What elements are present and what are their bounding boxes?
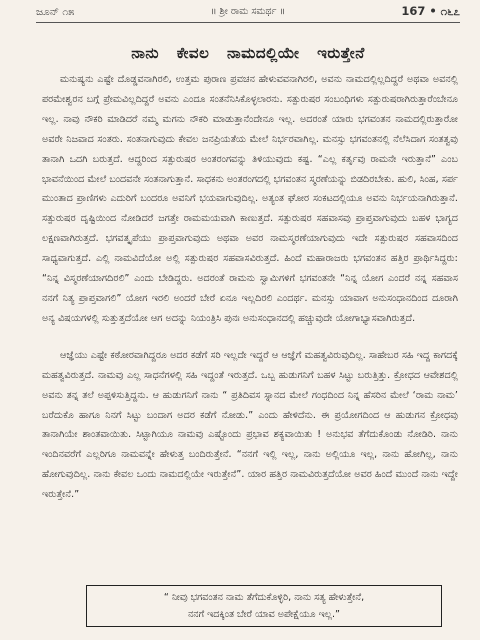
quote-line: “ ನೀವು ಭಗವಂತನ ನಾಮ ತೆಗೆದುಕೊಳ್ಳಿರಿ, ನಾನು ಸತ್ಯ ಹೇಳುತ್ತೇನೆ, bbox=[163, 592, 365, 603]
quote-box bbox=[86, 585, 442, 627]
book-header: ॥ ಶ್ರೀ ರಾಮ ಸಮರ್ಥ ॥ bbox=[210, 6, 286, 17]
date-label: ಜೂನ್ ೧೫ bbox=[36, 6, 75, 18]
header-rule bbox=[36, 22, 460, 23]
page-number: 167 • ೧೬೭ bbox=[401, 4, 460, 18]
paragraph: ಮನುಷ್ಯನು ಎಷ್ಟೇ ದೊಡ್ಡವನಾಗಿರಲಿ, ಉತ್ತಮ ಪುರಾಣ ಪ್ರವಚನ ಹೇಳುವವನಾಗಿರಲಿ, ಅವನು ನಾಮದಲ್ಲಿಲ್ಲದಿದ್ದರೆ ಅಥವಾ ಅವನಲ್ಲಿ ಪರಮೇಶ್ವರನ ಬಗ್ಗೆ ಪ್ರೇಮವಿಲ್ಲದಿದ್ದರೆ ಅವನು ಎಂದೂ ಸಂತನೆನಿಸಿಕೊಳ್ಳಲಾರನು. ಸತ್ಪುರುಷರ ಸಂಬಂಧಿಗಳು ಸತ್ಪುರುಷರಾಗಿರುತ್ತಾರೆಂಬೇನೂ ಇಲ್ಲ. ನಾವು ನೌಕರಿ ಮಾಡಿದರೆ ನಮ್ಮ ಮಗನು ನೌಕರಿ ಮಾಡುತ್ತಾನೆಂದೇನೂ ಇಲ್ಲ. ಅದರಂತೆ ಯಾರು ಭಗವಂತನ ನಾಮದಲ್ಲಿರುತ್ತಾರೋ ಅವರೇ ನಿಜವಾದ ಸಂತರು. ಸಂತನಾಗುವುದು ಕೇವಲ ಜನಪ್ರಿಯತೆಯ ಮೇಲೆ ನಿರ್ಭರವಾಗಿಲ್ಲ. ಮನಸ್ಸು ಭಗವಂತನಲ್ಲಿ ನೆಲೆಸಿದಾಗ ಸಂತತ್ವವು ತಾನಾಗಿ ಒದಗಿ ಬರುತ್ತದೆ. ಆದ್ದರಿಂದ ಸತ್ಪುರುಷರ ಅಂತರಂಗವನ್ನು ತಿಳಿಯುವುದು ಕಷ್ಟ. “ಎಲ್ಲ ಕರ್ತೃವು ರಾಮನೇ ಇರುತ್ತಾನೆ” ಎಂಬ ಭಾವನೆಯಿಂದ ಮೇಲೆ ಬಂದವನೇ ಸಂತನಾಗುತ್ತಾನೆ. ಸಾಧಕನು ಅಂತರಂಗದಲ್ಲಿ ಭಗವಂತನ ಸ್ಮರಣೆಯನ್ನು ಬಿಡದಿರಬೇಕು. ಹುಲಿ, ಸಿಂಹ, ಸರ್ಪ ಮುಂತಾದ ಪ್ರಾಣಿಗಳು ಎದುರಿಗೆ ಬಂದರೂ ಅವನಿಗೆ ಭಯವಾಗುವುದಿಲ್ಲ. ಅತ್ಯಂತ ಘೋರ ಸಂಕಟದಲ್ಲಿಯೂ ಅವನು ನಿರ್ಭಯನಾಗಿರುತ್ತಾನೆ. ಸತ್ಪುರುಷರ ದೃಷ್ಟಿಯಿಂದ ನೋಡಿದರೆ ಜಗತ್ತೇ ರಾಮಮಯವಾಗಿ ಕಾಣುತ್ತದೆ. ಸತ್ಪುರುಷರ ಸಹವಾಸವು ಪ್ರಾಪ್ತವಾಗುವುದು ಬಹಳ ಭಾಗ್ಯದ ಲಕ್ಷಣವಾಗಿರುತ್ತದೆ. ಭಗವತ್ಕೃಪೆಯು ಪ್ರಾಪ್ತವಾಗುವುದು ಅಥವಾ ಅವರ ನಾಮಸ್ಮರಣೆಯಾಗುವುದು ಇದೇ ಸತ್ಪುರುಷರ ಸಹವಾಸದಿಂದ ಸಾಧ್ಯವಾಗುತ್ತದೆ. ಎಲ್ಲಿ ನಾಮವಿದೆಯೋ ಅಲ್ಲಿ ಸತ್ಪುರುಷರ ಸಹವಾಸವಿರುತ್ತದೆ. ಹಿಂದೆ ಮಹಾರಾಜರು ಭಗವಂತನ ಹತ್ತಿರ ಪ್ರಾರ್ಥಿಸಿದ್ದರು: “ನಿನ್ನ ವಿಸ್ಮರಣೆಯಾಗದಿರಲಿ” ಎಂದು ಬೇಡಿದ್ದರು. ಅದರಂತೆ ರಾಮನು ಸ್ವಾಮಿಗಳಿಗೆ ಭಗವಂತನೇ “ನಿನ್ನ ಯೋಗ ಎಂದರೆ ನನ್ನ ಸಹವಾಸ ನನಗೆ ನಿತ್ಯ ಪ್ರಾಪ್ತವಾಗಲಿ” ಯೋಗ ಇರಲಿ ಅಂದರೆ ಬೇರೆ ಏನೂ ಇಲ್ಲದಿರಲಿ ಎಂದರ್ಥ. ಮನಸ್ಸು ಯಾವಾಗ ಅನುಸಂಧಾನದಿಂದ ದೂರಾಗಿ ಅನ್ಯ ವಿಷಯಗಳಲ್ಲಿ ಸುತ್ತುತ್ತದೆಯೋ ಆಗ ಅದನ್ನು ನಿಯಂತ್ರಿಸಿ ಪುನಃ ಅನುಸಂಧಾನದಲ್ಲಿ ಹಚ್ಚುವುದೇ ಯೋಗಾಭ್ಯಾಸವಾಗಿರುತ್ತದೆ. bbox=[42, 74, 458, 324]
paragraph: ಆಜ್ಞೆಯು ಎಷ್ಟೇ ಕಠೋರವಾಗಿದ್ದರೂ ಅದರ ಕಡೆಗೆ ಸರಿ ಇಲ್ಲದೇ ಇದ್ದರೆ ಆ ಆಜ್ಞೆಗೆ ಮಹತ್ವವಿರುವುದಿಲ್ಲ. ಸಾಹೇಬರ ಸಹಿ ಇದ್ದ ಕಾಗದಕ್ಕೆ ಮಹತ್ವವಿರುತ್ತದೆ. ನಾಮವು ಎಲ್ಲ ಸಾಧನೆಗಳಲ್ಲಿ ಸಹಿ ಇದ್ದಂತೆ ಇರುತ್ತದೆ. ಒಬ್ಬ ಹುಡುಗನಿಗೆ ಬಹಳ ಸಿಟ್ಟು ಬರುತ್ತಿತ್ತು. ಕ್ರೋಧದ ಆವೇಶದಲ್ಲಿ ಅವನು ತನ್ನ ತಲೆ ಅಪ್ಪಳಿಸುತ್ತಿದ್ದನು. ಆ ಹುಡುಗನಿಗೆ ನಾನು “ ಪ್ರತಿದಿವಸ ಸ್ನಾನದ ಮೇಲೆ ಗಂಧದಿಂದ ನಿನ್ನ ಹೆಸರಿನ ಮೇಲೆ ‘ರಾಮ ನಾಮ’ ಬರೆದುಕೊ ಹಾಗೂ ನಿನಗೆ ಸಿಟ್ಟು ಬಂದಾಗ ಅದರ ಕಡೆಗೆ ನೋಡು.” ಎಂದು ಹೇಳಿದೆನು. ಈ ಪ್ರಯೋಗದಿಂದ ಆ ಹುಡುಗನ ಕ್ರೋಧವು ತಾನಾಗಿಯೇ ಶಾಂತವಾಯಿತು. ಸಿಟ್ಟಾಗಿಯೂ ನಾಮವು ಎಷ್ಟೊಂದು ಪ್ರಭಾವ ಶಕ್ಯವಾಯಿತು ! ಅನುಭವ ತೆಗೆದುಕೊಂಡು ನೋಡಿರಿ. ನಾನು ಇಂದಿನವರೆಗೆ ಎಲ್ಲರಿಗೂ ನಾಮವನ್ನೇ ಹೇಳುತ್ತ ಬಂದಿರುತ್ತೇನೆ. “ನನಗೆ ಇಲ್ಲಿ ಇಲ್ಲ, ನಾನು ಅಲ್ಲಿಯೂ ಇಲ್ಲ, ನಾನು ಹೋಗಿಲ್ಲ, ನಾನು ಹೋಗುವುದಿಲ್ಲ. ನಾನು ಕೇವಲ ಒಂದು ನಾಮದಲ್ಲಿಯೇ ಇರುತ್ತೇನೆ”. ಯಾರ ಹತ್ತಿರ ನಾಮವಿರುತ್ತದೆಯೋ ಅವರ ಹಿಂದೆ ಮುಂದೆ ನಾನು ಇದ್ದೇ ಇರುತ್ತೇನೆ.” bbox=[42, 349, 458, 501]
body-text bbox=[42, 70, 458, 505]
running-head bbox=[36, 4, 460, 22]
quote-line: ನನಗೆ ಇದಕ್ಕಿಂತ ಬೇರೆ ಯಾವ ಅಪೇಕ್ಷೆಯೂ ಇಲ್ಲ.” bbox=[188, 609, 340, 620]
page-title: ನಾನು ಕೇವಲ ನಾಮದಲ್ಲಿಯೇ ಇರುತ್ತೇನೆ bbox=[131, 44, 365, 62]
